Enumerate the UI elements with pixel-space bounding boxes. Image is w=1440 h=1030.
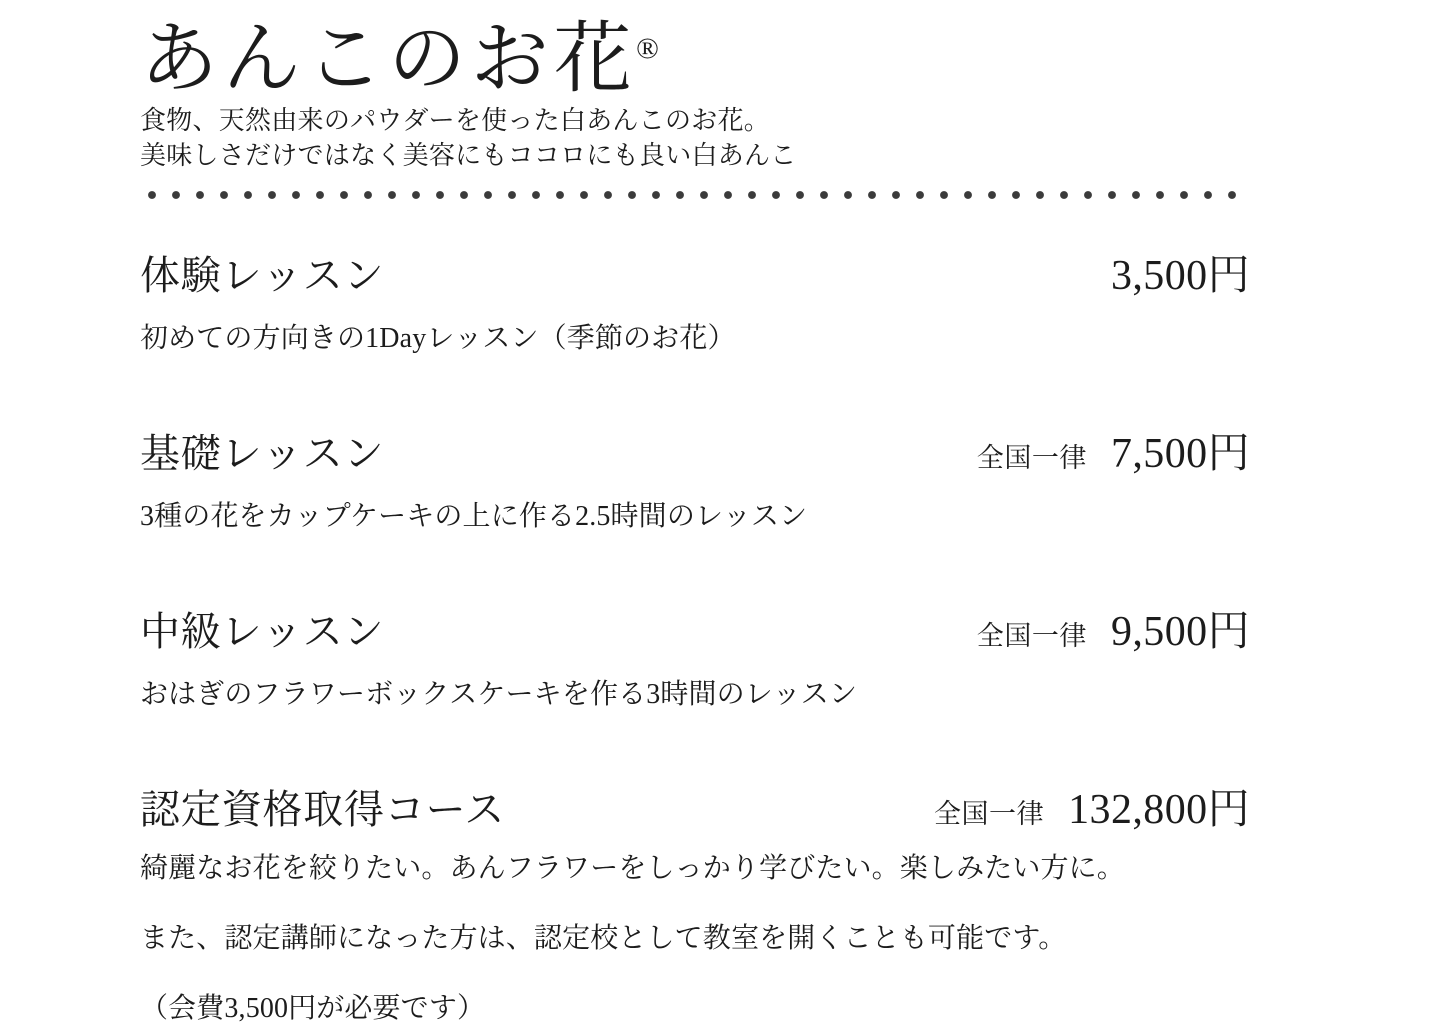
- course-header-row: [140, 242, 1250, 302]
- course-header-row: [140, 420, 1250, 480]
- page-title: [140, 15, 1250, 102]
- course-name: 基礎レッスン: [140, 430, 385, 476]
- course-list: [140, 242, 1250, 1030]
- list-item: [140, 420, 1250, 538]
- course-price: 3,500円: [1110, 252, 1250, 299]
- course-description: 3種の花をカップケーキの上に作る2.5時間のレッスン: [140, 500, 808, 532]
- course-header-row: [140, 776, 1250, 836]
- course-description: （会費3,500円が必要です）: [140, 992, 486, 1024]
- course-name: 中級レッスン: [140, 608, 385, 654]
- list-item: [140, 776, 1250, 1030]
- course-price-group: [934, 776, 1250, 836]
- course-description: おはぎのフラワーボックスケーキを作る3時間のレッスン: [140, 678, 858, 710]
- course-name: 認定資格取得コース: [140, 786, 506, 832]
- price-note: 全国一律: [933, 798, 1045, 829]
- price-note: 全国一律: [976, 442, 1087, 473]
- course-price-group: [977, 420, 1250, 480]
- registered-trademark-icon: ®: [636, 32, 659, 65]
- course-name: 体験レッスン: [140, 252, 385, 298]
- subtitle-line-1: 食物、天然由来のパウダーを使った白あんこのお花。: [140, 105, 770, 135]
- course-price-group: [1111, 242, 1250, 302]
- subtitle-line-2: 美味しさだけではなく美容にもココロにも良い白あんこ: [140, 140, 797, 170]
- page-header: [140, 15, 1250, 174]
- course-price-group: [977, 598, 1250, 658]
- course-header-row: [140, 598, 1250, 658]
- list-item: [140, 598, 1250, 716]
- price-note: 全国一律: [976, 620, 1087, 651]
- course-description: 初めての方向きの1Dayレッスン（季節のお花）: [140, 322, 736, 354]
- dotted-divider: [140, 188, 1250, 202]
- list-item: [140, 242, 1250, 360]
- course-description: 綺麗なお花を絞りたい。あんフラワーをしっかり学びたい。楽しみたい方に。: [140, 852, 1125, 884]
- course-price: 132,800円: [1068, 786, 1250, 833]
- course-description: また、認定講師になった方は、認定校として教室を開くことも可能です。: [140, 922, 1067, 954]
- course-price: 7,500円: [1110, 430, 1250, 477]
- page-title-text: あんこのお花: [140, 15, 637, 102]
- course-price: 9,500円: [1110, 608, 1250, 655]
